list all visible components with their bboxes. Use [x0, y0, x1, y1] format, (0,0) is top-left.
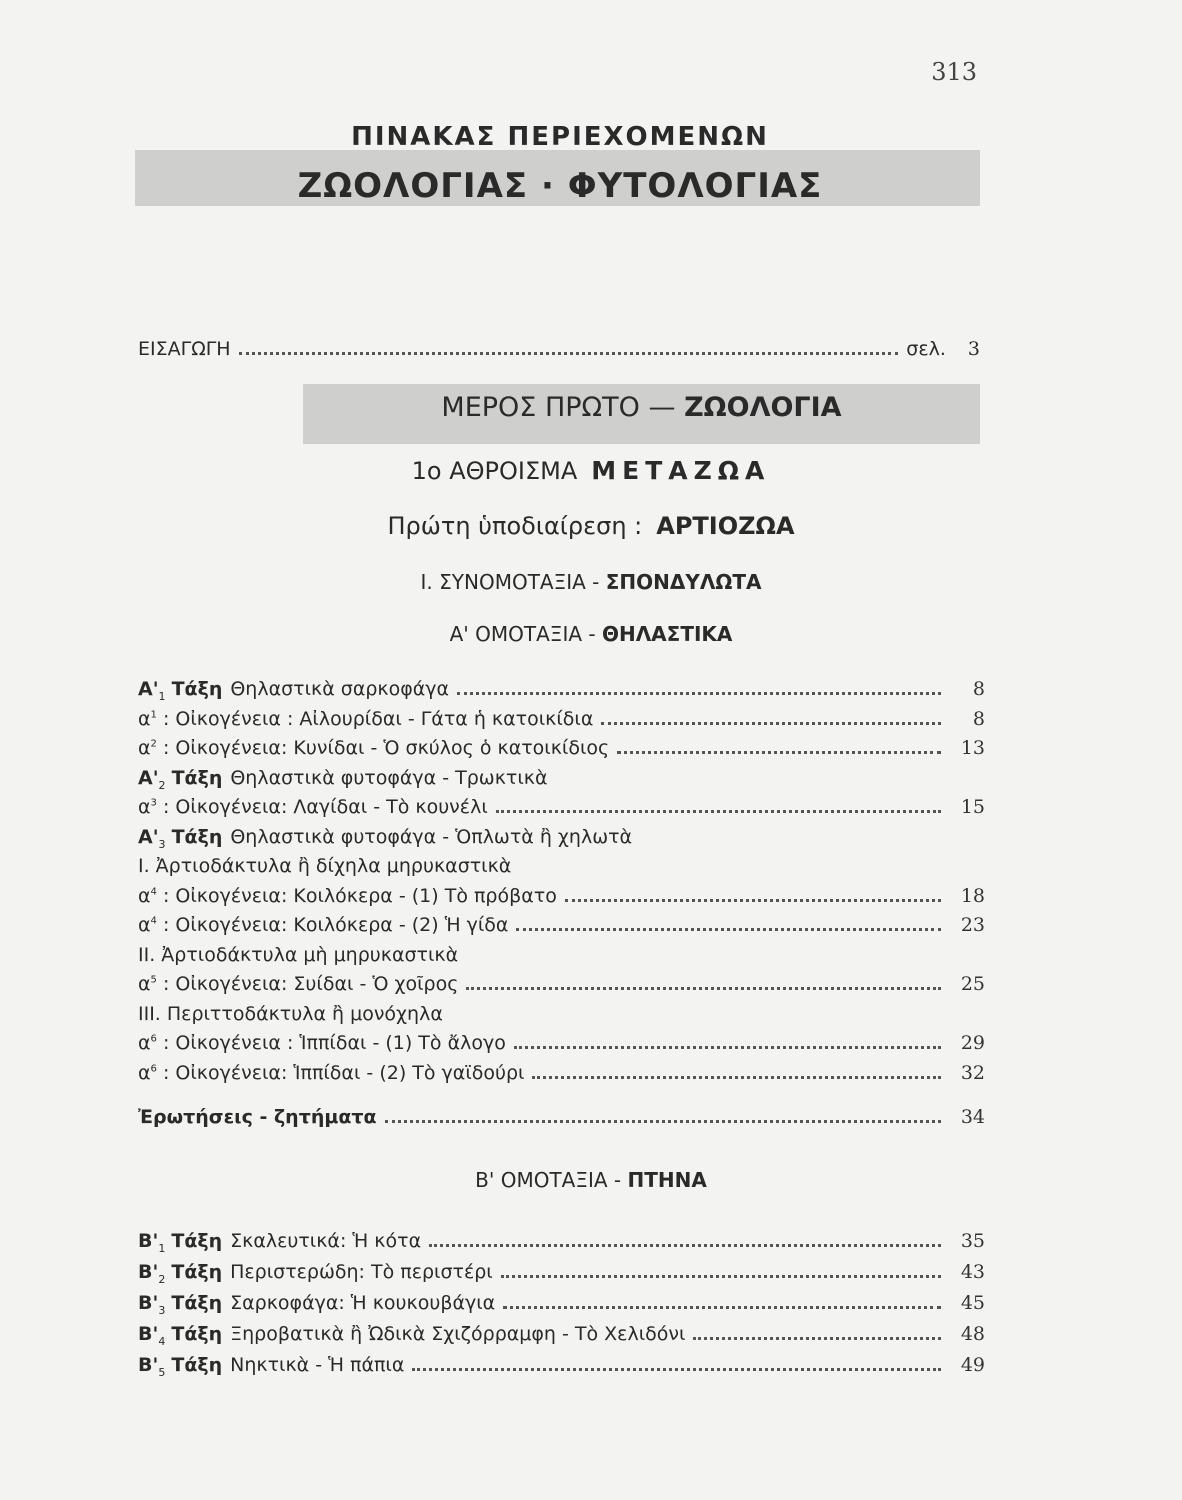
sum-bold: ΜΕΤΑΖΩΑ [591, 456, 771, 485]
leader-dots [601, 722, 941, 725]
toc-entry [138, 737, 985, 765]
toc-entry-text [138, 973, 458, 995]
entry-title: Ξηροβατικὰ ἢ Ὠδικὰ Σχιζόρραμφη - Τὸ Χελιδόνι [230, 1323, 686, 1345]
entry-index: 3 [150, 797, 157, 809]
leader-dots [516, 928, 941, 931]
leader-dots [466, 987, 941, 990]
toc-entry-text [138, 1062, 524, 1084]
toc-entry [138, 1230, 985, 1258]
toc-entry [138, 1032, 985, 1060]
toc-entry-text [138, 855, 511, 877]
entry-index: 1 [150, 709, 157, 721]
toc-entry [138, 914, 985, 942]
entry-title: : Οἰκογένεια: Λαγίδαι - Τὸ κουνέλι [162, 796, 488, 818]
entry-title: : Οἰκογένεια: Συίδαι - Ὁ χοῖρος [162, 973, 459, 995]
entry-title: Ι. Ἀρτιοδάκτυλα ἢ δίχηλα μηρυκαστικὰ [138, 855, 512, 877]
entry-page: 43 [960, 1261, 985, 1283]
entry-order: Τάξη [171, 1323, 223, 1345]
entry-lead: α [138, 737, 151, 759]
entry-page: 8 [972, 707, 985, 730]
entry-index: 3 [158, 837, 166, 851]
leader-dots [693, 1337, 941, 1340]
entry-page: 25 [960, 973, 985, 995]
toc-entry-text [138, 1003, 443, 1025]
subdivision-bold: ΑΡΤΙΟΖΩΑ [656, 512, 795, 540]
sum-text: 1ο ΑΘΡΟΙΣΜΑ [411, 457, 578, 485]
entry-page: 23 [960, 914, 985, 936]
entry-title: Θηλαστικὰ σαρκοφάγα [230, 678, 450, 700]
entry-lead: Α' [138, 678, 159, 700]
entry-title: : Οἰκογένεια: Κοιλόκερα - (2) Ἡ γίδα [162, 914, 509, 936]
toc-entry-text [138, 1323, 685, 1348]
class-a-heading [0, 622, 1182, 646]
toc-entry [138, 1354, 985, 1382]
entry-lead: Β' [138, 1292, 159, 1314]
class-a-text: Α' ΟΜΟΤΑΞΙΑ - [449, 622, 596, 646]
page-subtitle: ΖΩΟΛΟΓΙΑΣ · ΦΥΤΟΛΟΓΙΑΣ [297, 166, 823, 206]
entry-index: 4 [150, 886, 157, 898]
phylum-bold: ΣΠΟΝΔΥΛΩΤΑ [605, 570, 762, 594]
entry-index: 4 [158, 1334, 166, 1348]
toc-entry-text [138, 678, 449, 703]
entry-lead: Β' [138, 1230, 159, 1252]
class-b-bold: ΠΤΗΝΑ [627, 1168, 707, 1192]
entry-page: 35 [960, 1230, 985, 1252]
entry-lead: α [138, 914, 151, 936]
toc-entry-text [138, 1292, 495, 1317]
entry-lead: α [138, 707, 151, 730]
questions-label: Ἐρωτήσεις - ζητήματα [138, 1106, 377, 1128]
toc-entry-text [138, 1032, 506, 1054]
entry-index: 2 [158, 1272, 166, 1286]
entry-index: 5 [150, 974, 157, 986]
leader-dots [429, 1244, 941, 1247]
toc-entry [138, 885, 985, 913]
sum-heading [0, 456, 1182, 485]
leader-dots [617, 751, 941, 754]
class-a-bold: ΘΗΛΑΣΤΙΚΑ [601, 622, 733, 646]
intro-sel: σελ. [906, 338, 946, 360]
entry-page: 8 [972, 678, 985, 700]
phylum-heading [0, 570, 1182, 594]
toc-entry [138, 1261, 985, 1289]
entry-title: Νηκτικὰ - Ἡ πάπια [230, 1354, 405, 1376]
entry-index: 6 [150, 1033, 157, 1045]
toc-entry-text [138, 885, 557, 907]
entry-lead: Β' [138, 1261, 159, 1283]
subdivision-heading [0, 512, 1182, 540]
entry-page: 48 [960, 1323, 985, 1345]
leader-dots [503, 1306, 941, 1309]
entry-order: Τάξη [171, 1292, 223, 1314]
leader-dots [239, 352, 899, 355]
entry-title: Σαρκοφάγα: Ἡ κουκουβάγια [230, 1292, 496, 1314]
toc-entry [138, 708, 985, 736]
part-text: ΜΕΡΟΣ ΠΡΩΤΟ — [441, 392, 676, 423]
entry-order: Τάξη [171, 766, 223, 789]
entry-index: 2 [158, 778, 166, 792]
toc-entry [138, 678, 985, 706]
leader-dots [532, 1076, 941, 1079]
leader-dots [385, 1120, 941, 1123]
entry-title: Θηλαστικὰ φυτοφάγα - Ὁπλωτὰ ἢ χηλωτὰ [230, 825, 633, 848]
entry-page: 45 [960, 1292, 985, 1314]
toc-entry-text [138, 737, 609, 759]
leader-dots [565, 899, 941, 902]
entry-title: : Οἰκογένεια: Κοιλόκερα - (1) Τὸ πρόβατο [162, 884, 557, 907]
entry-index: 3 [158, 1303, 166, 1317]
entry-order: Τάξη [171, 1261, 223, 1283]
toc-birds [138, 1230, 985, 1390]
toc-entry [138, 1292, 985, 1320]
entry-title: Σκαλευτικά: Ἡ κότα [230, 1230, 422, 1252]
entry-index: 1 [158, 1241, 166, 1255]
entry-lead: Β' [138, 1354, 159, 1376]
entry-lead: α [138, 796, 151, 818]
class-b-text: Β' ΟΜΟΤΑΞΙΑ - [475, 1168, 622, 1192]
entry-lead: α [138, 1032, 151, 1054]
entry-order: Τάξη [171, 678, 223, 700]
toc-entry-text [138, 767, 548, 792]
entry-title: : Οἰκογένεια: Ἱππίδαι - (2) Τὸ γαϊδούρι [162, 1061, 525, 1084]
leader-dots [514, 1046, 941, 1049]
toc-entry [138, 944, 985, 972]
page-number: 313 [931, 58, 977, 86]
entry-title: : Οἰκογένεια: Κυνίδαι - Ὁ σκύλος ὁ κατοικίδιος [162, 737, 610, 759]
toc-entry-text [138, 914, 508, 936]
toc-entry [138, 796, 985, 824]
toc-entry [138, 973, 985, 1001]
entry-index: 2 [150, 738, 157, 750]
toc-entry [138, 1062, 985, 1090]
entry-order: Τάξη [171, 1354, 223, 1376]
toc-entry-text [138, 1354, 404, 1379]
entry-title: ΙΙΙ. Περιττοδάκτυλα ἢ μονόχηλα [138, 1002, 443, 1025]
leader-dots [501, 1275, 941, 1278]
toc-entry-text [138, 826, 632, 851]
entry-page: 15 [960, 796, 985, 818]
toc-entry [138, 767, 985, 795]
entry-title: : Οἰκογένεια : Ἱππίδαι - (1) Τὸ ἄλογο [162, 1032, 506, 1054]
page-title: ΠΙΝΑΚΑΣ ΠΕΡΙΕΧΟΜΕΝΩΝ [351, 122, 769, 152]
toc-entry-text [138, 944, 458, 966]
entry-lead: Β' [138, 1323, 159, 1345]
part-bold: ΖΩΟΛΟΓΙΑ [684, 392, 842, 423]
questions-entry [138, 1106, 985, 1136]
entry-lead: α [138, 1061, 151, 1084]
entry-lead: α [138, 884, 151, 907]
part-heading [303, 392, 980, 423]
entry-index: 6 [150, 1063, 157, 1075]
leader-dots [496, 810, 941, 813]
toc-entry-text [138, 708, 593, 730]
entry-page: 18 [960, 884, 985, 907]
entry-lead: α [138, 973, 151, 995]
entry-title: Θηλαστικὰ φυτοφάγα - Τρωκτικὰ [230, 766, 548, 789]
entry-page: 13 [960, 737, 985, 759]
intro-label: ΕΙΣΑΓΩΓΗ [138, 338, 231, 360]
intro-entry [138, 338, 980, 366]
entry-page: 32 [960, 1061, 985, 1084]
entry-order: Τάξη [171, 1230, 223, 1252]
entry-lead: Α' [138, 825, 159, 848]
entry-title: ΙΙ. Ἀρτιοδάκτυλα μὴ μηρυκαστικὰ [138, 943, 459, 966]
toc-entry [138, 826, 985, 854]
questions-page: 34 [960, 1106, 985, 1128]
entry-lead: Α' [138, 766, 159, 789]
entry-page: 49 [960, 1354, 985, 1376]
toc-entry [138, 1003, 985, 1031]
toc-entry [138, 855, 985, 883]
subdivision-text: Πρώτη ὑποδιαίρεση : [387, 512, 643, 540]
toc-entry-text [138, 1261, 493, 1286]
phylum-text: Ι. ΣΥΝΟΜΟΤΑΞΙΑ - [420, 570, 600, 594]
entry-index: 1 [158, 689, 166, 703]
entry-index: 5 [158, 1365, 166, 1379]
entry-page: 29 [960, 1032, 985, 1054]
intro-page: 3 [967, 338, 980, 360]
class-b-heading [0, 1168, 1182, 1192]
leader-dots [457, 692, 941, 695]
toc-entry-text [138, 1230, 421, 1255]
toc-mammals [138, 678, 985, 1098]
toc-entry-text [138, 796, 488, 818]
entry-index: 4 [150, 915, 157, 927]
entry-title: : Οἰκογένεια : Αἰλουρίδαι - Γάτα ἡ κατοικίδια [162, 707, 594, 730]
entry-title: Περιστερώδη: Τὸ περιστέρι [230, 1261, 493, 1283]
leader-dots [412, 1368, 941, 1371]
entry-order: Τάξη [171, 825, 223, 848]
toc-entry [138, 1323, 985, 1351]
